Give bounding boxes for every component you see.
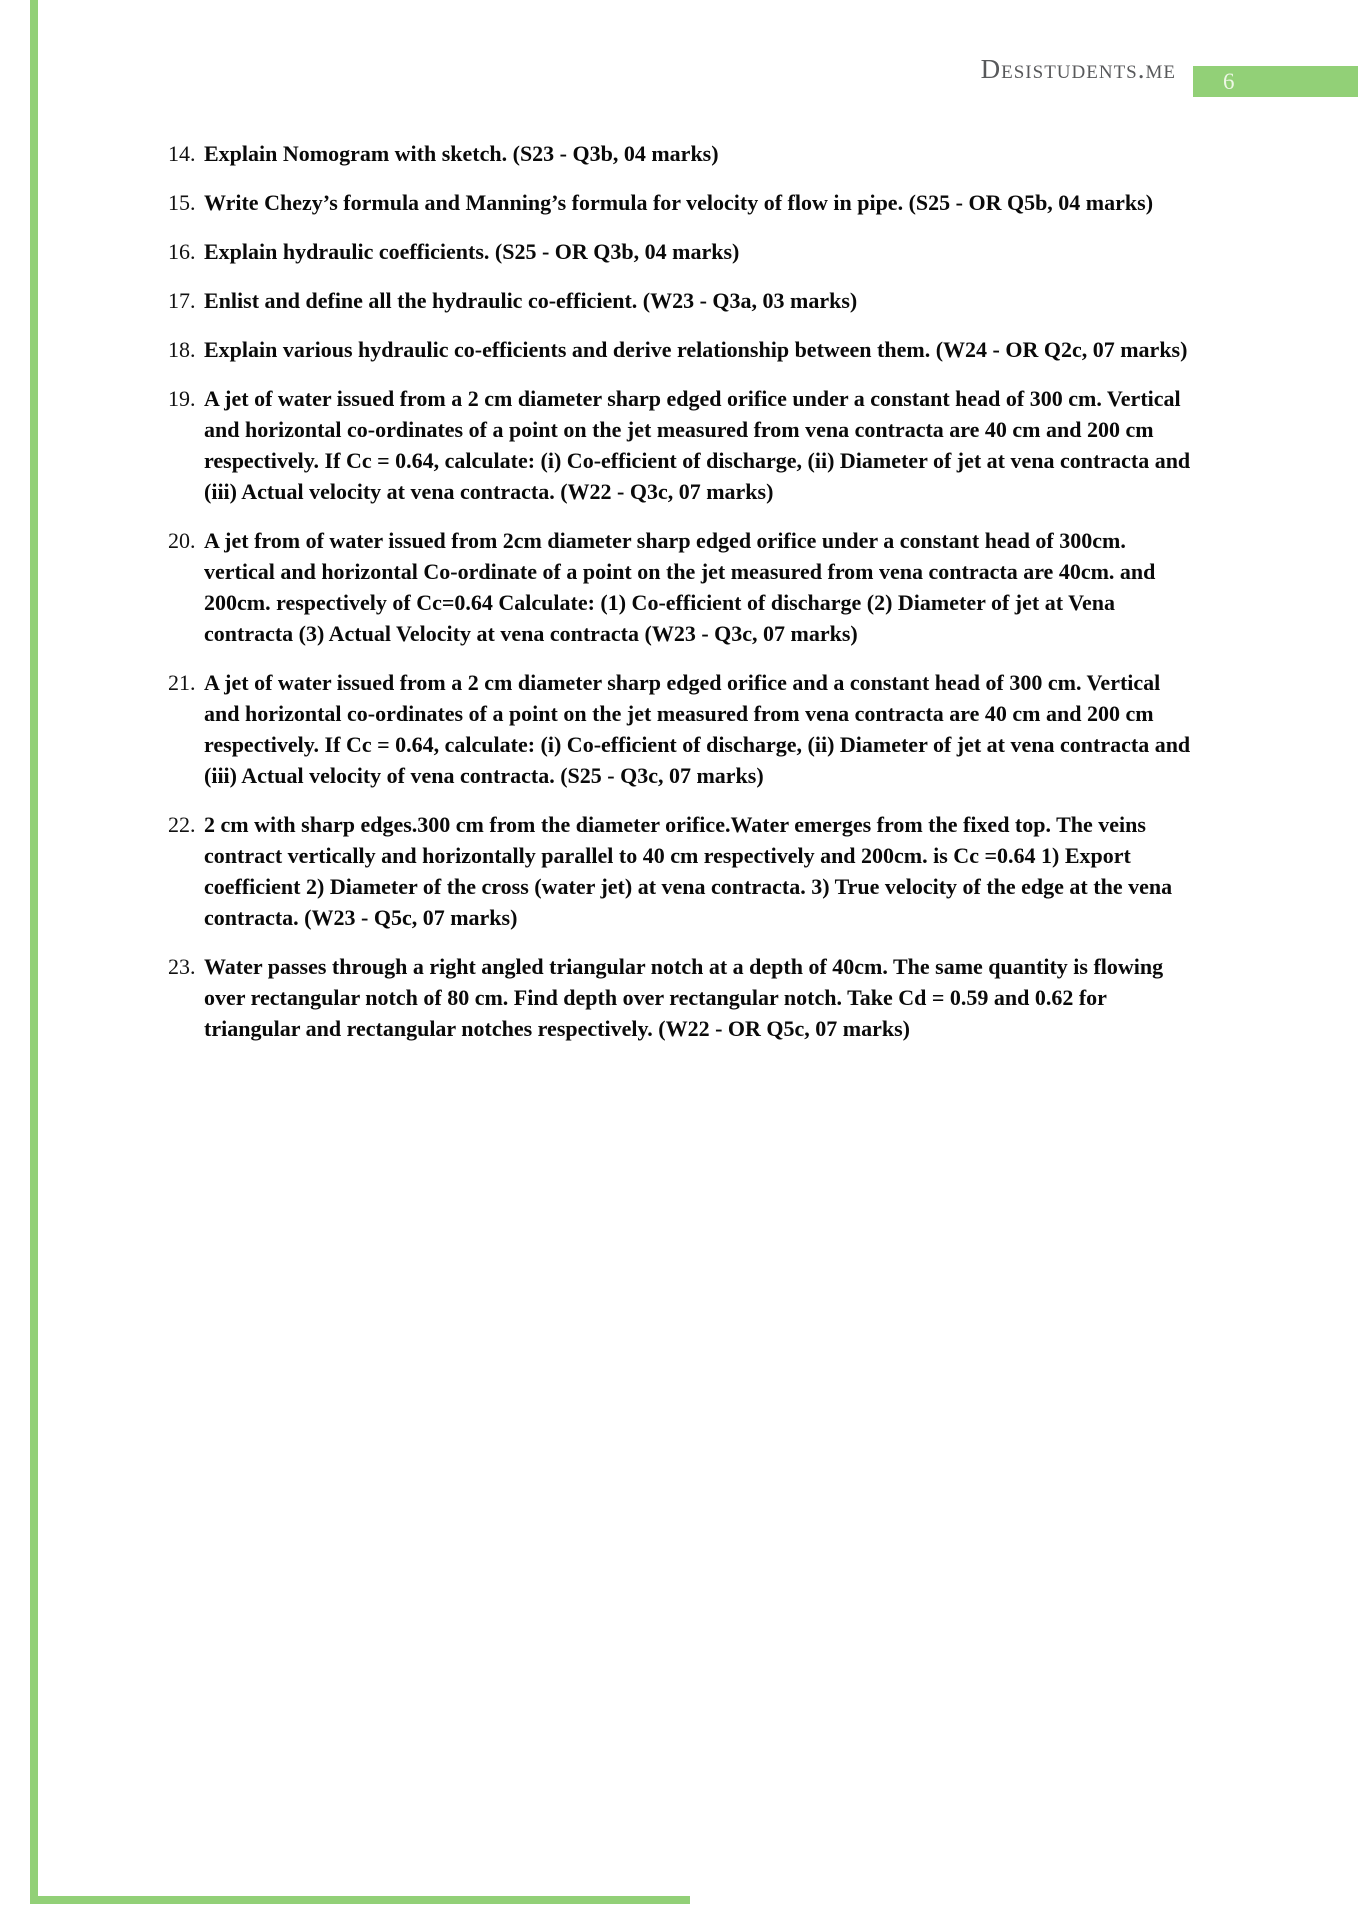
question-text: Explain hydraulic coefficients. (S25 - OR Q3b, 04 marks): [204, 239, 740, 264]
question-number: 16.: [168, 239, 196, 264]
question-text: Enlist and define all the hydraulic co-efficient. (W23 - Q3a, 03 marks): [204, 288, 858, 313]
question-list: [0, 138, 1358, 1062]
question-number: 18.: [168, 337, 196, 362]
question-item-20: [168, 525, 1192, 649]
question-number: 19.: [168, 386, 196, 411]
question-text: Explain Nomogram with sketch. (S23 - Q3b, 04 marks): [204, 141, 719, 166]
question-item-18: [168, 334, 1192, 365]
question-item-17: [168, 285, 1192, 316]
question-text: 2 cm with sharp edges.300 cm from the diameter orifice.Water emerges from the fixed top. The veins contract vertically and horizontally parallel to 40 cm respectively and 200cm. is Cc =0.64 1) Export coefficient 2) Diameter of the cross (water jet) at vena contracta. 3) True velocity of the edge at the vena contracta. (W23 - Q5c, 07 marks): [204, 812, 1173, 930]
question-item-22: [168, 809, 1192, 933]
question-text: Water passes through a right angled triangular notch at a depth of 40cm. The same quantity is flowing over rectangular notch of 80 cm. Find depth over rectangular notch. Take Cd = 0.59 and 0.62 for triangular and rectangular notches respectively. (W22 - OR Q5c, 07 marks): [204, 954, 1164, 1041]
question-item-21: [168, 667, 1192, 791]
question-item-19: [168, 383, 1192, 507]
question-text: Explain various hydraulic co-efficients and derive relationship between them. (W24 - OR Q2c, 07 marks): [204, 337, 1188, 362]
question-text: A jet from of water issued from 2cm diameter sharp edged orifice under a constant head of 300cm. vertical and horizontal Co-ordinate of a point on the jet measured from vena contracta are 40cm. and 200cm. respectively of Cc=0.64 Calculate: (1) Co-efficient of discharge (2) Diameter of jet at Vena contracta (3) Actual Velocity at vena contracta (W23 - Q3c, 07 marks): [204, 528, 1156, 646]
page-number-badge: [1193, 66, 1358, 97]
question-text: Write Chezy’s formula and Manning’s formula for velocity of flow in pipe. (S25 - OR Q5b, 04 marks): [204, 190, 1154, 215]
question-number: 22.: [168, 812, 196, 837]
question-item-15: [168, 187, 1192, 218]
question-number: 14.: [168, 141, 196, 166]
question-number: 20.: [168, 528, 196, 553]
question-item-16: [168, 236, 1192, 267]
question-number: 15.: [168, 190, 196, 215]
question-text: A jet of water issued from a 2 cm diameter sharp edged orifice under a constant head of 300 cm. Vertical and horizontal co-ordinates of a point on the jet measured from vena contracta are 40 cm and 200 cm respectively. If Cc = 0.64, calculate: (i) Co-efficient of discharge, (ii) Diameter of jet at vena contracta and (iii) Actual velocity at vena contracta. (W22 - Q3c, 07 marks): [204, 386, 1191, 504]
question-number: 21.: [168, 670, 196, 695]
question-text: A jet of water issued from a 2 cm diameter sharp edged orifice and a constant head of 300 cm. Vertical and horizontal co-ordinates of a point on the jet measured from vena contracta are 40 cm and 200 cm respectively. If Cc = 0.64, calculate: (i) Co-efficient of discharge, (ii) Diameter of jet at vena contracta and (iii) Actual velocity of vena contracta. (S25 - Q3c, 07 marks): [204, 670, 1191, 788]
site-name: Desistudents.me: [980, 54, 1176, 84]
question-item-14: [168, 138, 1192, 169]
question-item-23: [168, 951, 1192, 1044]
question-number: 17.: [168, 288, 196, 313]
page-number: 6: [1223, 68, 1235, 94]
question-number: 23.: [168, 954, 196, 979]
bottom-accent-bar: [30, 1896, 690, 1904]
